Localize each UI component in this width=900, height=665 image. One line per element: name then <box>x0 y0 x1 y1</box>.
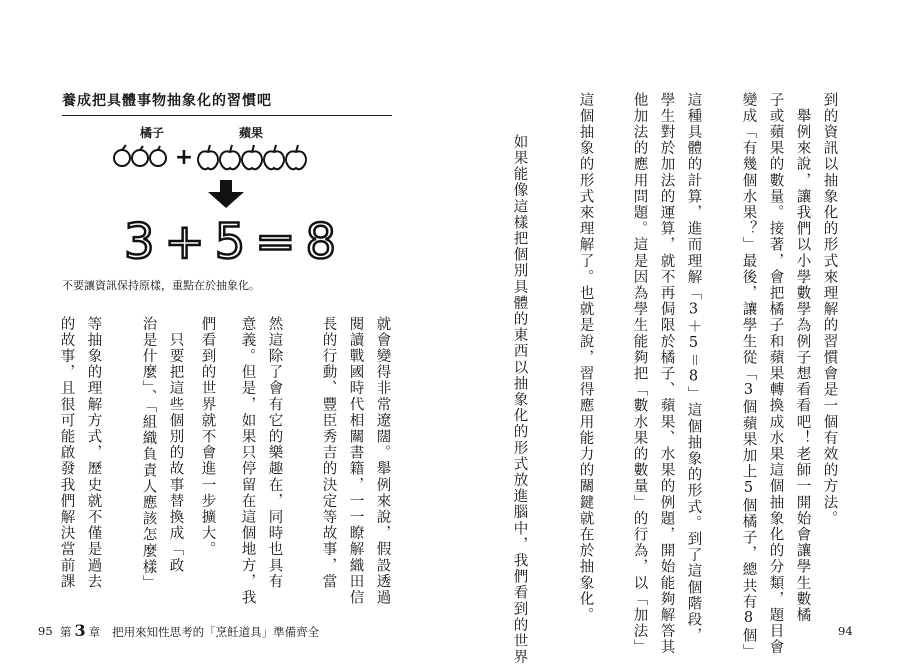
text-column: 們看到的世界就不會進一步擴大。 <box>199 316 216 558</box>
down-arrow-icon <box>208 180 244 208</box>
orange-icon <box>114 145 130 166</box>
orange-label: 橘子 <box>140 126 165 140</box>
equation-text: 3+5=8 <box>123 214 347 270</box>
text-column: 變成「有幾個水果？」最後，讓學生從「3個蘋果加上5個橘子，總共有8個」 <box>740 92 757 660</box>
fruit-equation-illustration <box>100 136 390 286</box>
page-number-right: 94 <box>838 624 853 638</box>
text-column: 只要把這些個別的故事替換成「政 <box>167 316 184 574</box>
apple-icon <box>264 145 284 169</box>
text-column: 就會變得非常遼闊。舉例來說，假設透過 <box>374 316 391 606</box>
text-column: 子或蘋果的數量。接著，會把橘子和蘋果轉換成水果這個抽象化的分類，題目會 <box>767 92 784 656</box>
plus-sign-icon: + <box>174 145 194 170</box>
figure-title: 養成把具體事物抽象化的習慣吧 <box>62 90 392 116</box>
text-column: 治是什麼」、「組織負責人應該怎麼樣」 <box>140 316 157 592</box>
text-column: 等抽象的理解方式，歷史就不僅是過去 <box>85 316 102 590</box>
chapter-number: 3 <box>74 621 86 640</box>
text-column: 長的行動、豐臣秀吉的決定等故事，當 <box>320 316 337 590</box>
figure-caption: 不要讓資訊保持原樣，重點在於抽象化。 <box>62 279 260 292</box>
chapter-suffix: 章 <box>88 625 101 639</box>
apple-icon <box>286 145 306 169</box>
text-column: 的故事，且很可能啟發我們解決當前課 <box>58 316 75 590</box>
apple-label: 蘋果 <box>239 126 264 140</box>
text-column: 意義。但是，如果只停留在這個地方，我 <box>239 316 256 606</box>
apple-icon <box>220 145 240 169</box>
page-number-left: 95 <box>38 624 53 638</box>
chapter-prefix: 第 <box>60 625 72 639</box>
running-footer <box>60 621 319 640</box>
text-column: 他加法的應用問題。這是因為學生能夠把「數水果的數量」的行為，以「加法」 <box>631 92 648 656</box>
text-column: 閱讀戰國時代相關書籍，一一瞭解織田信 <box>347 316 364 606</box>
text-column: 然這除了會有它的樂趣在，同時也具有 <box>266 316 283 590</box>
orange-icon <box>150 146 166 166</box>
orange-icon <box>132 146 148 166</box>
apple-icon <box>198 145 218 169</box>
apple-icon <box>242 145 262 169</box>
chapter-title: 把用來知性思考的「烹飪道具」準備齊全 <box>112 625 320 639</box>
text-column: 學生對於加法的運算，就不再侷限於橘子、蘋果、水果的例題，開始能夠解答其 <box>658 92 675 656</box>
text-column: 如果能像這樣把個別具體的東西以抽象化的形式放進腦中，我們看到的世界 <box>511 118 528 665</box>
text-column: 這個抽象的形式來理解了。也就是說，習得應用能力的關鍵就在於抽象化。 <box>577 92 594 624</box>
text-column: 這種具體的計算，進而理解「3＋5＝8」這個抽象的形式。到了這個階段， <box>685 92 702 644</box>
text-column: 到的資訊以抽象化的形式來理解的習慣會是一個有效的方法。 <box>821 92 838 527</box>
text-column: 舉例來說，讓我們以小學數學為例子想看看吧！老師一開始會讓學生數橘 <box>794 92 811 624</box>
